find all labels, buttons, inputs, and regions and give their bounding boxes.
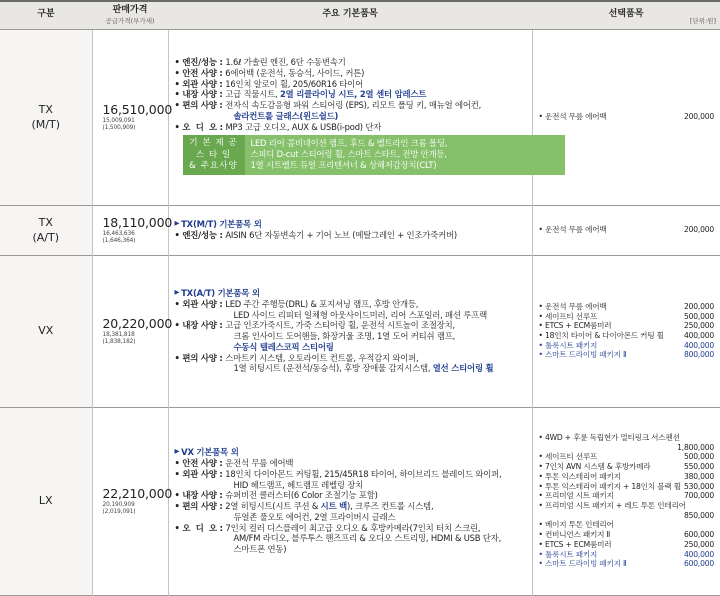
feature-convenience: • 편의 사양 : 전자식 속도감응형 파워 스티어링 (EPS), 리모트 폴딩 키, 매뉴얼 에어컨, <box>174 100 482 111</box>
feature-interior: • 내장 사양 : 고급 직물시트, 2열 리클라이닝 시트, 2열 센터 암레스트 <box>174 89 427 100</box>
option-item: • 베이지 투톤 인테리어 <box>538 520 614 530</box>
option-item: • 투톤 익스테리어 패키지 + 18인치 블랙 휠 530,000 <box>538 481 714 491</box>
feature-convenience: • 편의 사양 : 2열 히팅시트(시트 쿠션 & 시트 백), 크루즈 컨트롤 시스템, <box>174 501 434 511</box>
trim-cell <box>0 205 92 255</box>
feature-audio-cont: 스마트폰 연동) <box>233 544 287 554</box>
feature-exterior: • 외관 사양 : LED 주간 주행등(DRL) & 포지셔닝 램프, 후방 안개등, <box>174 298 419 309</box>
triangle-icon: ▶ <box>174 288 182 296</box>
options-cell <box>532 205 720 255</box>
option-item: • 컨비니언스 패키지 Ⅱ 600,000 <box>538 530 714 540</box>
feature-base-header: ▶ TX(A/T) 기본품목 외 <box>174 288 260 298</box>
trim-cell <box>0 29 92 205</box>
feature-exterior: • 외관 사양 : 18인치 다이아몬드 커팅휠, 215/45R18 타이어, 하이브리드 블레이드 와이퍼, <box>174 468 502 479</box>
trim-name: TX <box>38 102 53 116</box>
feature-interior: • 내장 사양 : 고급 인조가죽시트, 가죽 스티어링 휠, 운전석 시트높이 조절장치, <box>174 320 456 331</box>
price-cell <box>92 29 173 205</box>
trim-row-lx <box>0 407 720 595</box>
option-item: • 18인치 타이어 & 다이아몬드 커팅 휠 400,000 <box>538 331 714 340</box>
triangle-icon: ▶ <box>174 219 182 228</box>
option-item: • 4WD + 후륜 독립현가 멀티링크 서스펜션 <box>538 432 680 442</box>
basic-style-label: 기 본 제 공 스 타 일 & 주요사양 <box>183 135 245 175</box>
price-cell <box>92 255 173 407</box>
feature-exterior: • 외관 사양 : 16인치 알로이 휠, 205/60R16 타이어 <box>174 78 363 89</box>
feature-safety: • 안전 사양 : 6에어백 (운전석, 동승석, 사이드, 커튼) <box>174 67 365 78</box>
option-item: • 운전석 무릎 에어백 200,000 <box>538 225 714 235</box>
trim-cell <box>0 255 92 407</box>
header-trim: 구분 <box>0 1 92 29</box>
header-price <box>92 1 168 29</box>
option-item: • 운전석 무릎 에어백 200,000 <box>538 112 714 122</box>
option-price: 850,000 <box>683 510 714 520</box>
option-item: • 툴룩시트 패키지 400,000 <box>538 549 714 559</box>
trim-row-vx <box>0 255 720 407</box>
supply-price: 15,009,091 (1,500,909) <box>102 117 136 131</box>
option-item: • 툴룩시트 패키지 400,000 <box>538 340 714 350</box>
price-cell <box>92 407 173 595</box>
feature-base-header: ▶ VX 기본품목 외 <box>174 447 239 458</box>
triangle-icon: ▶ <box>174 447 182 456</box>
features-cell <box>168 255 532 407</box>
option-item: • 7인치 AVN 시스템 & 후방카메라 550,000 <box>538 462 714 472</box>
feature-exterior-cont: LED 사이드 리피터 일체형 아웃사이드미러, 리어 스포일러, 패션 루프랙 <box>233 309 487 320</box>
option-item: • 프리미엄 시트 패키지 700,000 <box>538 491 714 501</box>
option-item: • ETCS + ECM룸미러 250,000 <box>538 539 714 549</box>
header-options-label: 선택품목 <box>608 9 644 20</box>
features-cell <box>168 407 532 595</box>
header-unit: [단위:원] <box>689 17 716 26</box>
basic-style-text: LED 리어 콤비네이션 램프, 후드 & 벨트라인 크롬 몰딩, 스피디 D-cut 스티어링 휠, 스마트 스타트, 전방 안개등, 1열 시트벨트 듀얼 프리텐셔너 & 상해저감장치(CLT) <box>245 135 565 175</box>
sale-price: 16,510,000 <box>102 101 173 117</box>
option-item: • 투톤 익스테리어 패키지 380,000 <box>538 471 714 481</box>
basic-style-box <box>183 135 565 175</box>
option-item: • 운전석 무릎 에어백 200,000 <box>538 301 714 311</box>
header-row <box>0 1 720 29</box>
trim-name: VX <box>38 324 54 338</box>
supply-price: 18,381,818 (1,838,182) <box>102 331 136 345</box>
feature-audio-cont: AM/FM 라디오, 블루투스 핸즈프리 & 오디오 스트리밍, HDMI & USB 단자, <box>233 533 502 544</box>
sale-price: 20,220,000 <box>102 315 173 331</box>
header-options <box>532 1 720 29</box>
trim-name: LX <box>38 494 53 508</box>
feature-interior-cont: 크롬 인사이드 도어핸들, 화장거울 조명, 1열 도어 커티쉬 램프, <box>233 331 456 341</box>
option-item: • 프리미엄 시트 패키지 + 레드 투톤 인테리어 <box>538 501 686 510</box>
feature-safety: • 안전 사양 : 운전석 무릎 에어백 <box>174 458 294 468</box>
header-price-sub: 공급가격(부가세) <box>105 16 155 25</box>
option-item: • 세이프티 선루프 500,000 <box>538 452 714 462</box>
trim-cell <box>0 407 92 595</box>
option-item: • 스마트 드라이빙 패키지 Ⅱ 800,000 <box>538 350 714 360</box>
feature-audio: • 오 디 오 : MP3 고급 오디오, AUX & USB(i-pod) 단자 <box>174 121 382 132</box>
sale-price: 22,210,000 <box>102 485 173 501</box>
feature-convenience-cont: 듀얼존 풀오토 에어컨, 2열 프라이버시 글래스 <box>233 511 396 522</box>
feature-interior-cont: 수동식 텔레스코픽 스티어링 <box>233 341 334 352</box>
option-item: • 스마트 드라이빙 패키지 Ⅱ 600,000 <box>538 559 714 569</box>
header-price-label: 판매가격 <box>112 5 148 16</box>
supply-price: 20,190,909 (2,019,091) <box>102 501 136 515</box>
feature-exterior-cont: HID 헤드램프, 헤드램프 레벨링 장치 <box>233 479 363 490</box>
feature-audio: • 오 디 오 : 7인치 컬러 디스플레이 최고급 오디오 & 후방카메라(7인치 터치 스크린, <box>174 522 481 533</box>
feature-base-header: ▶ TX(M/T) 기본품목 외 <box>174 219 262 230</box>
feature-engine: • 엔진/성능 : 1.6ℓ 가솔린 엔진, 6단 수동변속기 <box>174 57 346 68</box>
feature-convenience-cont: 1열 히팅시트 (운전석/동승석), 후방 장애물 감지시스템, 열선 스티어링 휠 <box>233 363 494 374</box>
feature-convenience: • 편의 사양 : 스마트키 시스템, 오토라이트 컨트롤, 우적감지 와이퍼, <box>174 352 419 363</box>
options-cell <box>532 255 720 407</box>
trim-row-tx-mt <box>0 29 720 205</box>
trim-transmission: (M/T) <box>31 118 60 131</box>
header-features: 주요 기본품목 <box>168 1 532 29</box>
supply-price: 16,463,636 (1,646,364) <box>102 230 136 244</box>
feature-convenience-cont: 솔라컨트롤 글래스(윈드쉴드) <box>233 110 339 121</box>
trim-transmission: (A/T) <box>32 231 60 244</box>
sale-price: 18,110,000 <box>102 214 173 230</box>
features-cell <box>168 205 532 255</box>
features-cell <box>168 29 532 205</box>
feature-engine: • 엔진/성능 : AISIN 6단 자동변속기 + 기어 노브 (메탈그레인 + 인조가죽커버) <box>174 230 457 240</box>
option-price: 1,800,000 <box>677 442 714 452</box>
price-cell <box>92 205 173 255</box>
option-item: • 세이프티 선루프 500,000 <box>538 311 714 321</box>
option-item: • ETCS + ECM룸미러 250,000 <box>538 321 714 331</box>
feature-interior: • 내장 사양 : 슈퍼비전 클러스터(6 Color 조절기능 포함) <box>174 490 378 501</box>
options-cell <box>532 29 720 205</box>
options-cell <box>532 407 720 595</box>
trim-name: TX <box>38 215 53 229</box>
trim-row-tx-at <box>0 205 720 255</box>
